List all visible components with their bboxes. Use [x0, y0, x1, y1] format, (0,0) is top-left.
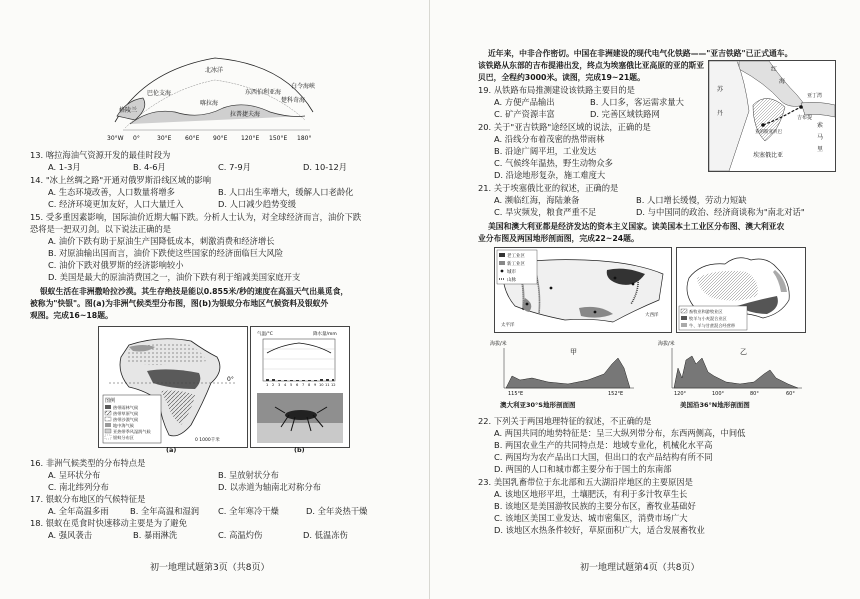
month-tick: 12	[331, 383, 336, 387]
q23-option-b: B. 该地区是美国游牧民族的主要分布区，畜牧业基础好	[494, 501, 696, 511]
map-tick: 30°W	[107, 135, 124, 142]
q14-stem: 14. "冰上丝绸之路"开通对俄罗斯沿线区域的影响	[30, 175, 212, 185]
q19-option-a: A. 方便产品输出	[494, 97, 555, 107]
q17-option-b: B. 全年高温和湿润	[130, 506, 200, 516]
q21-option-a: A. 濒临红海，海陆兼备	[494, 195, 580, 205]
profile-us-tick: 60°	[786, 391, 795, 397]
legend-item: 热带草原气候	[113, 411, 139, 416]
map-tick: 60°E	[185, 135, 200, 142]
rail-label-li: 里	[817, 146, 824, 153]
map-label-kara: 喀拉海	[200, 100, 219, 107]
page-footer-left: 初一地理试题第3页（共8页）	[150, 563, 270, 573]
q14-option-c: C. 经济环境更加友好，人口大量迁入	[48, 199, 184, 209]
profile-usa	[656, 338, 806, 400]
au-legend-item: 畜牧业和游牧业区	[689, 309, 723, 314]
legend-item: 银蚁分布区	[113, 435, 134, 440]
q15-option-c: C. 油价下跌对俄罗斯的经济影响较小	[48, 260, 184, 270]
q20-option-c: C. 气候终年温热，野生动物众多	[494, 158, 613, 168]
map-label-bering: 白令海峡	[291, 83, 316, 90]
intro-16-line1: 银蚁生活在非洲撒哈拉沙漠。其生存绝技是能以0.855米/秒的速度在高温天气出巢觅食，	[40, 287, 349, 296]
intro-22-line2: 业分布图及两国地形剖面图，完成22~24题。	[478, 234, 639, 243]
q22-option-b: B. 两国农业生产的共同特点是：地域专业化，机械化水平高	[494, 440, 713, 450]
us-label-atlantic: 大西洋	[645, 313, 659, 318]
rail-label-addis: 亚的斯亚贝巴	[755, 130, 782, 135]
q16-option-b: B. 呈放射状分布	[218, 470, 279, 480]
legend-item: 地中海气候	[113, 423, 134, 428]
map-tick: 150°E	[269, 135, 288, 142]
profile-us-peak: 乙	[740, 348, 747, 356]
australia-agriculture-map	[676, 247, 806, 333]
month-tick: 7	[302, 383, 305, 387]
q18-option-a: A. 强风袭击	[48, 530, 92, 540]
q17-option-a: A. 全年高温多雨	[48, 506, 109, 516]
profile-us-ylabel: 海拔/米	[658, 341, 675, 347]
q14-option-d: D. 人口减少趋势变缓	[218, 199, 297, 209]
q13-option-c: C. 7-9月	[218, 162, 251, 172]
intro-19-line3: 贝巴，全程约3000米。读图，完成19~21题。	[478, 73, 645, 82]
q23-option-c: C. 该地区美国工业发达、城市密集区，消费市场广大	[494, 513, 688, 523]
us-label-pacific: 太平洋	[501, 323, 515, 328]
us-legend-item: 山脉	[507, 278, 516, 283]
q13-option-a: A. 1-3月	[48, 162, 81, 172]
fig-b-caption: (b)	[294, 446, 305, 454]
q15-stem-cont: 恐将是一把双刃剑。以下说法正确的是	[30, 224, 172, 234]
us-legend-item: 老工业区	[507, 254, 525, 259]
q16-option-a: A. 呈环状分布	[48, 470, 101, 480]
legend-title: 图例	[105, 398, 116, 404]
map-tick: 90°E	[213, 135, 228, 142]
q22-stem: 22. 下列关于两国地理特征的叙述，不正确的是	[478, 416, 652, 426]
profile-us-caption: 美国沿36°N地形剖面图	[680, 401, 750, 409]
q19-stem: 19. 从铁路布局推测建设该铁路主要目的是	[478, 85, 635, 95]
right-page	[430, 0, 860, 599]
q23-stem: 23. 美国乳畜带位于东北部和五大湖沿岸地区的主要原因是	[478, 477, 693, 487]
map-tick: 30°E	[157, 135, 172, 142]
africa-climate-map	[98, 326, 248, 448]
q21-option-d: D. 与中国同的政治、经济商谈称为"南北对话"	[636, 207, 805, 217]
y-right-label: 降水量/mm	[313, 332, 337, 337]
q17-option-c: C. 全年寒冷干燥	[218, 506, 279, 516]
q15-stem: 15. 受多重因素影响，国际油价近期大幅下跌。分析人士认为，对全球经济而言，油价下跌	[30, 212, 362, 222]
rail-label-djibouti: 吉布提	[797, 115, 813, 121]
month-tick: 5	[290, 383, 293, 387]
map-label-arctic-ocean: 北冰洋	[205, 67, 224, 74]
q17-option-d: D. 全年炎热干燥	[306, 506, 368, 516]
q15-option-a: A. 油价下跌有助于原油生产国降低成本，刺激消费和经济增长	[48, 236, 275, 246]
q13-stem: 13. 喀拉海油气资源开发的最佳时段为	[30, 150, 171, 160]
rail-label-suo: 索	[817, 122, 824, 129]
q16-option-d: D. 以赤道为轴南北对称分布	[218, 482, 321, 492]
profile-australia	[488, 338, 638, 400]
map-tick: 180°	[297, 135, 312, 142]
map-label-laptev: 拉普捷夫海	[230, 111, 261, 118]
rail-label-ma: 马	[817, 134, 824, 141]
rail-label-hai: 海	[779, 78, 786, 85]
equator-label: 0°	[227, 376, 234, 383]
climate-chart-and-ant-photo	[250, 326, 350, 448]
month-tick: 6	[296, 383, 299, 387]
au-legend-item: 牛、羊与甘蔗混合经营带	[689, 323, 736, 328]
month-tick: 1	[266, 383, 269, 387]
q19-option-d: D. 完善区域铁路网	[590, 109, 660, 119]
au-legend-item: 牧羊与小麦混合业区	[689, 316, 727, 321]
intro-16-line3: 观图。完成16~18题。	[30, 311, 113, 320]
map-label-greenland: 格陵兰	[119, 107, 138, 114]
month-tick: 11	[325, 383, 330, 387]
q16-stem: 16. 非洲气候类型的分布特点是	[30, 458, 146, 468]
q17-stem: 17. 银蚁分布地区的气候特征是	[30, 494, 146, 504]
q20-option-d: D. 沿途地形复杂，施工难度大	[494, 170, 606, 180]
q14-option-b: B. 人口出生率增大，缓解人口老龄化	[218, 187, 354, 197]
legend-item: 亚热带季风湿润气候	[113, 429, 151, 434]
intro-19-line2: 该铁路从东部的吉布提港出发，终点为埃塞俄比亚高原的亚的斯亚	[478, 61, 705, 70]
rail-label-gulf-aden: 亚丁湾	[807, 93, 823, 99]
intro-22-line1: 美国和澳大利亚都是经济发达的资本主义国家。读美国本土工业区分布图、澳大利亚农	[488, 222, 785, 231]
q18-option-d: D. 低温冻伤	[303, 530, 348, 540]
q14-option-a: A. 生态环境改善，人口数量将增多	[48, 187, 175, 197]
q21-stem: 21. 关于埃塞俄比亚的叙述，正确的是	[478, 183, 619, 193]
q20-stem: 20. 关于"亚吉铁路"途经区域的说法，正确的是	[478, 122, 651, 132]
arctic-map	[105, 50, 320, 148]
rail-label-dan: 丹	[717, 110, 724, 117]
q15-option-b: B. 对原油输出国而言，油价下跌使这些国家的经济面临巨大风险	[48, 248, 283, 258]
rail-label-su: 苏	[717, 86, 724, 93]
q13-option-b: B. 4-6月	[133, 162, 166, 172]
q15-option-d: D. 美国是最大的原油消费国之一，油价下跌有利于缩减美国家庭开支	[48, 272, 301, 282]
map-label-barents: 巴伦支海	[147, 90, 172, 97]
profile-us-tick: 80°	[750, 391, 759, 397]
profile-au-tick: 152°E	[608, 391, 624, 397]
map-label-east-siberian: 东西伯利亚海	[245, 89, 282, 96]
q19-option-b: B. 人口多，客运需求量大	[590, 97, 684, 107]
q21-option-b: B. 人口增长缓慢，劳动力短缺	[636, 195, 747, 205]
q22-option-a: A. 两国共同的地势特征是：呈三大纵列带分布，东西两侧高，中间低	[494, 428, 746, 438]
q22-option-c: C. 两国均为农产品出口大国，但出口的农产品结构有所不同	[494, 452, 713, 462]
map-tick: 0°	[133, 135, 140, 142]
us-legend-item: 新工业区	[507, 262, 525, 267]
q23-option-d: D. 该地区水热条件较好，草原面积广大，适合发展畜牧业	[494, 525, 705, 535]
fig-a-caption: (a)	[166, 446, 177, 454]
scale-bar: 0 1000千米	[195, 438, 220, 443]
month-tick: 9	[314, 383, 317, 387]
map-label-chukchi: 楚科奇海	[281, 97, 306, 104]
month-tick: 8	[308, 383, 311, 387]
profile-us-tick: 100°	[712, 391, 725, 397]
profile-au-ylabel: 海拔/米	[490, 341, 507, 347]
map-tick: 120°E	[241, 135, 260, 142]
us-legend-item: 城市	[507, 270, 516, 275]
month-tick: 4	[284, 383, 287, 387]
profile-au-peak: 甲	[570, 348, 577, 356]
q13-option-d: D. 10-12月	[303, 162, 348, 172]
q20-option-a: A. 沿线分布着茂密的热带雨林	[494, 134, 605, 144]
rail-label-ethiopia: 埃塞俄比亚	[753, 152, 784, 159]
month-tick: 3	[278, 383, 281, 387]
q18-option-b: B. 暴雨淋洗	[133, 530, 178, 540]
us-industry-map	[494, 247, 672, 333]
month-tick: 2	[272, 383, 275, 387]
q20-option-b: B. 沿途广阔平坦，工业发达	[494, 146, 597, 156]
intro-16-line2: 被称为"快银"。图(a)为非洲气候类型分布图，图(b)为银蚁分布地区气候资料及银蚁外	[30, 299, 329, 308]
legend-item: 热带雨林气候	[113, 405, 139, 410]
q22-option-d: D. 两国的人口和城市都主要分布于国土的东南部	[494, 464, 672, 474]
page-footer-right: 初一地理试题第4页（共8页）	[580, 563, 700, 573]
q21-option-c: C. 旱灾频发，粮食严重不足	[494, 207, 597, 217]
q19-option-c: C. 矿产资源丰富	[494, 109, 555, 119]
q18-stem: 18. 银蚁在觅食时快速移动主要是为了避免	[30, 518, 187, 528]
intro-19-line1: 近年来，中非合作密切。中国在非洲建设的现代电气化铁路——"亚吉铁路"已正式通车。	[488, 49, 793, 58]
rail-label-hong: 红	[771, 66, 778, 73]
profile-us-tick: 120°	[674, 391, 687, 397]
profile-au-tick: 115°E	[508, 391, 524, 397]
q18-option-c: C. 高温灼伤	[218, 530, 263, 540]
railway-map	[708, 60, 836, 172]
q16-option-c: C. 南北纬列分布	[48, 482, 109, 492]
profile-au-caption: 澳大利亚30°S地形剖面图	[500, 401, 576, 409]
q23-option-a: A. 该地区地形平坦，土壤肥沃，有利于多汁牧草生长	[494, 489, 688, 499]
y-left-label: 气温/°C	[257, 332, 273, 337]
legend-item: 热带沙漠气候	[113, 417, 139, 422]
month-tick: 10	[319, 383, 324, 387]
